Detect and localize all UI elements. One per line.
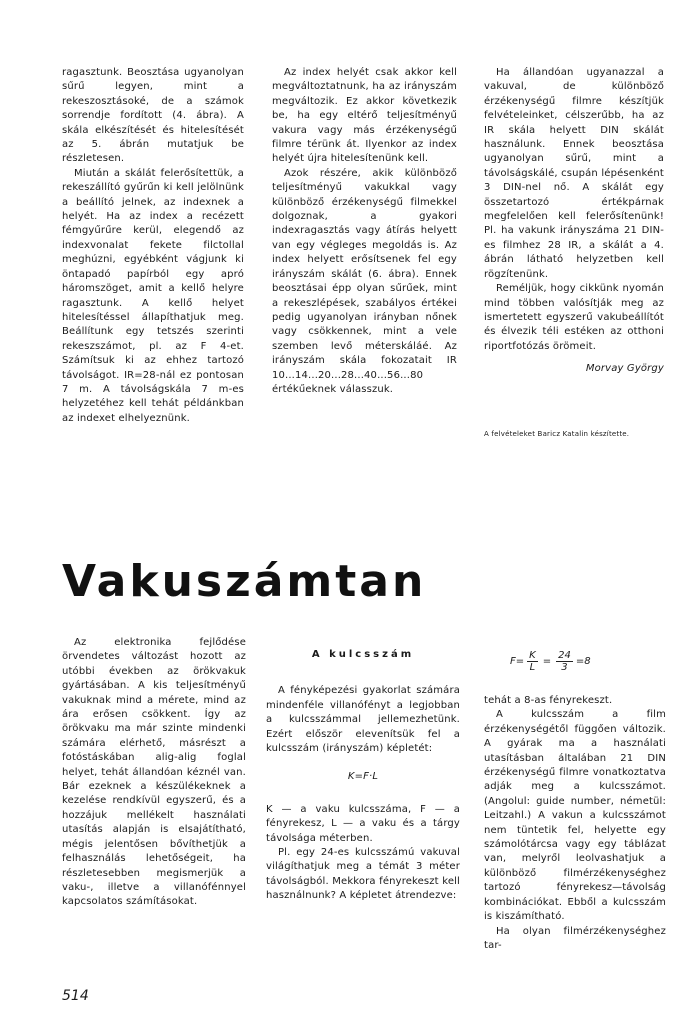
paragraph: Az elektronika fejlődése örvendetes változást hozott az utóbbi években az örökvakuk gyártásában. A kis teljesítményű vakuknak mind a mérete, mind az ára erősen csökkent. Így az örökvaku ma már szinte mindenki számára elérhető, másrészt a fotóstáskában alig-alig foglal helyet, tehát állandóan kéznél van. Bár ezeknek a készülékeknek a kezelése rendkívül egyszerű, és a hozzájuk mellékelt használati utasítás alapján is elsajátítható, mégis jelentősen bővíthetjük a felhasználás lehetőségeit, ha részletesebben megismerjük a vaku-, illetve a villanófénnyel kapcsolatos számításokat. — [62, 637, 246, 908]
fraction-formula — [510, 650, 591, 673]
numerator: 24 — [558, 650, 571, 661]
paragraph: K — a vaku kulcsszáma, F — a fényrekesz, L — a vaku és a tárgy távolsága méterben. — [266, 803, 460, 844]
paragraph: tehát a 8-as fényrekeszt. — [484, 695, 613, 706]
numerator: K — [529, 650, 536, 661]
section-heading: A kulcsszám — [311, 649, 415, 660]
formula-result: =8 — [575, 656, 591, 667]
bottom-column-1 — [62, 636, 246, 910]
paragraph: A fényképezési gyakorlat számára mindenféle villanófényt a legjobban a kulcsszámmal jellemezhetünk. Ezért először elevenítsük fel a kulcsszám (irányszám) képletét: — [266, 685, 460, 755]
fraction-24-over-3 — [556, 650, 573, 673]
formula-lhs: F= — [510, 656, 525, 667]
paragraph: ragasztunk. Beosztása ugyanolyan sűrű legyen, mint a rekeszosztásoké, de a számok sorrendje fordított (4. ábra). A skála elkészítését és hitelesítését az 5. ábrán mutatjuk be részletesen. — [62, 67, 244, 165]
equals-sign: = — [542, 656, 552, 667]
bottom-column-2 — [266, 648, 460, 904]
top-column-2 — [272, 66, 457, 397]
paragraph: Pl. egy 24-es kulcsszámú vakuval világíthatjuk meg a témát 3 méter távolságból. Mekkora fényrekeszt kell használnunk? A képletet átrendezve: — [266, 847, 460, 902]
paragraph: Reméljük, hogy cikkünk nyomán mind többen valósítják meg az ismertetett egyszerű vakubeállítót és élvezik téli estéken az otthoni riportfotózás örömeit. — [484, 283, 664, 352]
top-column-1 — [62, 66, 244, 426]
top-column-3 — [484, 66, 664, 377]
paragraph: Miután a skálát felerősítettük, a rekeszállító gyűrűn ki kell jelölnünk a beállító jelnek, az indexnek a helyét. Ha az index a recézett fémgyűrűre kerül, elegendő az indexvonalat fekete filctollal meghúzni, egyébként vágjunk ki öntapadó papírból egy apró háromszöget, amit a kellő helyre ragasztunk. A kellő helyet hitelesítéssel állapíthatjuk meg. Beállítunk egy tetszés szerinti rekeszszámot, pl. az F 4-et. Számítsuk ki az ehhez tartozó távolságot. IR=28-nál ez pontosan 7 m. A távolságskála 7 m-es helyzetéhez kell tehát példánkban az indexet elhelyeznünk. — [62, 167, 244, 424]
paragraph: Az index helyét csak akkor kell megváltoztatnunk, ha az irányszám megváltozik. Ez akkor következik be, ha egy eltérő teljesítményű vakura vagy más érzékenységű filmre térünk át. Ilyenkor az index helyét újra hitelesítenünk kell. — [272, 67, 457, 165]
author-signature: Morvay György — [585, 363, 664, 375]
page-number: 514 — [62, 988, 89, 1004]
denominator: L — [529, 662, 536, 673]
paragraph: A kulcsszám a film érzékenységétől függően változik. A gyárak ma a használati utasításban általában 21 DIN érzékenységű filmre vonatkoztatva adják meg a kulcsszámot. (Angolul: guide number, németül: Leitzahl.) A vakun a kulcsszámot nem tüntetik fel, helyette egy számolótárcsa vagy egy táblázat van, melyről leolvashatjuk a különböző filmérzékenységhez tartozó fényrekesz—távolság kombinációkat. Ebből a kulcsszám is kiszámítható. — [484, 709, 666, 923]
photo-credit: A felvételeket Baricz Katalin készítette. — [484, 430, 630, 438]
paragraph: Azok részére, akik különböző teljesítményű vakukkal vagy különböző érzékenységű filmekkel dolgoznak, a gyakori indexragasztás vagy átírás helyett van egy végleges megoldás is. Az index helyett erősítsenek fel egy irányszám skálát (6. ábra). Ennek beosztásai épp olyan sűrűek, mint a rekeszlépések, szabályos értékei pedig ugyanolyan irányban nőnek vagy csökkennek, mint a vele szemben levő méterskáláé. Az irányszám skála fokozatait IR 10...14...20...28...40...56...80 értékűeknek válasszuk. — [272, 167, 457, 395]
paragraph: Ha olyan filmérzékenységhez tar- — [484, 925, 666, 951]
paragraph: Ha állandóan ugyanazzal a vakuval, de különböző érzékenységű filmre készítjük felvételeinket, célszerűbb, ha az IR skála helyett DIN skálát használunk. Ennek beosztása ugyanolyan sűrű, mint a távolságskálé, csupán lépésenként 3 DIN-nel nő. A skálát egy összetartozó értékpárnak megfelelően kell felerősítenünk! Pl. ha vakunk irányszáma 21 DIN-es filmhez 28 IR, a skálát a 4. ábrán látható helyzetben kell rögzítenünk. — [484, 67, 664, 280]
denominator: 3 — [561, 662, 568, 673]
fraction-k-over-l — [527, 650, 538, 673]
bottom-column-3 — [484, 694, 666, 953]
article-title: Vakuszámtan — [62, 556, 427, 607]
formula: K=F·L — [347, 771, 379, 783]
